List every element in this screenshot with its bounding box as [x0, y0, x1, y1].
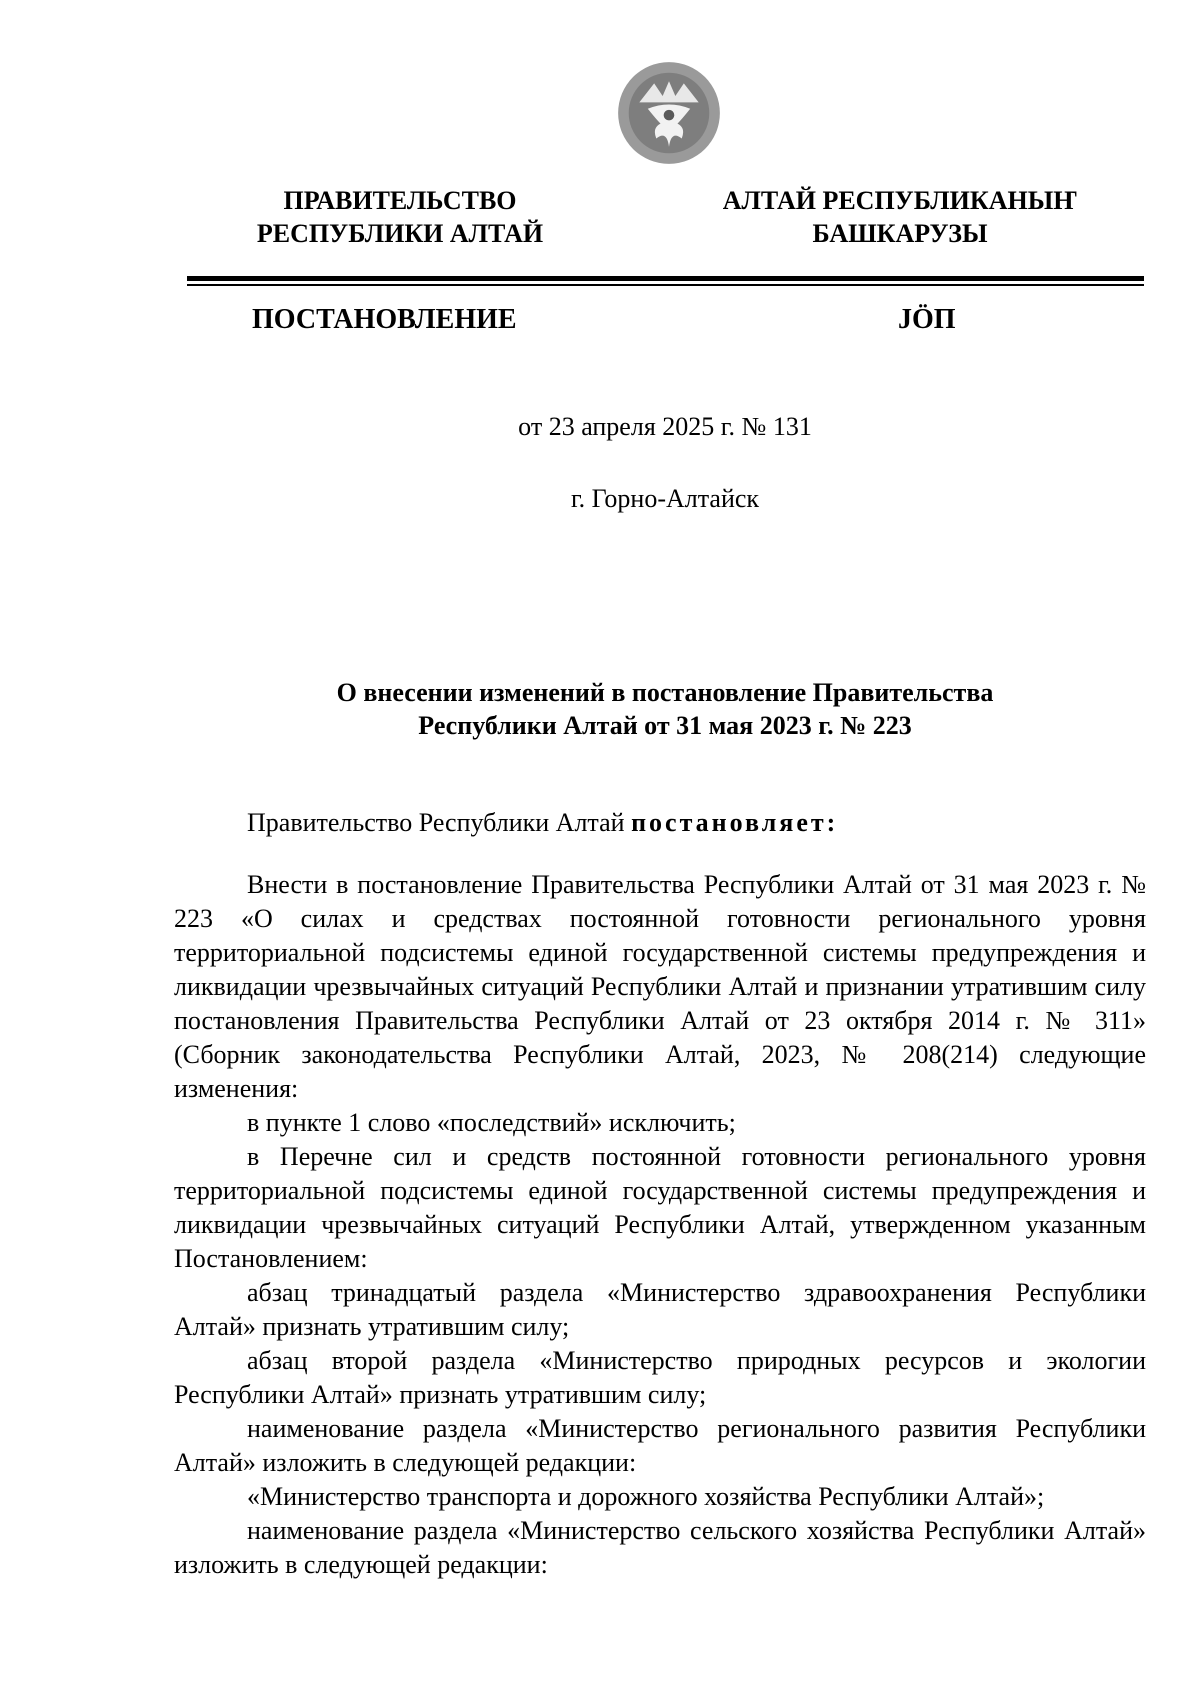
document-title	[250, 676, 1080, 742]
body-paragraph: в пункте 1 слово «последствий» исключить;	[247, 1108, 736, 1137]
title-line-2: Республики Алтай от 31 мая 2023 г. № 223	[418, 711, 912, 740]
document-body	[174, 868, 1146, 1582]
org-alt-line-1: АЛТАЙ РЕСПУБЛИКАНЫҤ	[722, 186, 1078, 215]
title-line-1: О внесении изменений в постановление Правительства	[336, 678, 994, 707]
preamble	[247, 808, 838, 838]
org-name-russian	[190, 184, 610, 250]
body-paragraph: абзац второй раздела «Министерство природных ресурсов и экологии Республики Алтай» признать утратившим силу;	[174, 1346, 1146, 1409]
org-ru-line-2: РЕСПУБЛИКИ АЛТАЙ	[256, 219, 544, 248]
body-paragraph: абзац тринадцатый раздела «Министерство здравоохранения Республики Алтай» признать утратившим силу;	[174, 1278, 1146, 1341]
coat-of-arms-emblem-icon	[616, 60, 722, 166]
header-divider-thick	[187, 276, 1144, 281]
preamble-text: Правительство Республики Алтай	[247, 808, 632, 837]
body-paragraph: «Министерство транспорта и дорожного хозяйства Республики Алтай»;	[247, 1482, 1045, 1511]
document-city: г. Горно-Алтайск	[570, 484, 760, 513]
org-alt-line-2: БАШКАРУЗЫ	[812, 219, 988, 248]
org-ru-line-1: ПРАВИТЕЛЬСТВО	[283, 186, 517, 215]
body-paragraph: наименование раздела «Министерство регионального развития Республики Алтай» изложить в следующей редакции:	[174, 1414, 1146, 1477]
doc-type-russian: ПОСТАНОВЛЕНИЕ	[252, 304, 517, 335]
body-paragraph: наименование раздела «Министерство сельского хозяйства Республики Алтай» изложить в следующей редакции:	[174, 1516, 1146, 1579]
body-paragraph: в Перечне сил и средств постоянной готовности регионального уровня территориальной подсистемы единой государственной системы предупреждения и ликвидации чрезвычайных ситуаций Республики Алтай, утвержденном указанным Постановлением:	[174, 1142, 1146, 1273]
header-divider-thin	[187, 284, 1144, 286]
document-date-number: от 23 апреля 2025 г. № 131	[518, 412, 812, 441]
doc-type-altai: JÖП	[898, 304, 956, 335]
body-paragraph: Внести в постановление Правительства Республики Алтай от 31 мая 2023 г. № 223 «О силах и средствах постоянной готовности регионального уровня территориальной подсистемы единой государственной системы предупреждения и ликвидации чрезвычайных ситуаций Республики Алтай и признании утратившим силу постановления Правительства Республики Алтай от 23 октября 2014 г. № 311» (Сборник законодательства Республики Алтай, 2023, № 208(214) следующие изменения:	[174, 870, 1146, 1103]
preamble-emphasis: постановляет:	[631, 808, 839, 837]
org-name-altai	[690, 184, 1110, 250]
